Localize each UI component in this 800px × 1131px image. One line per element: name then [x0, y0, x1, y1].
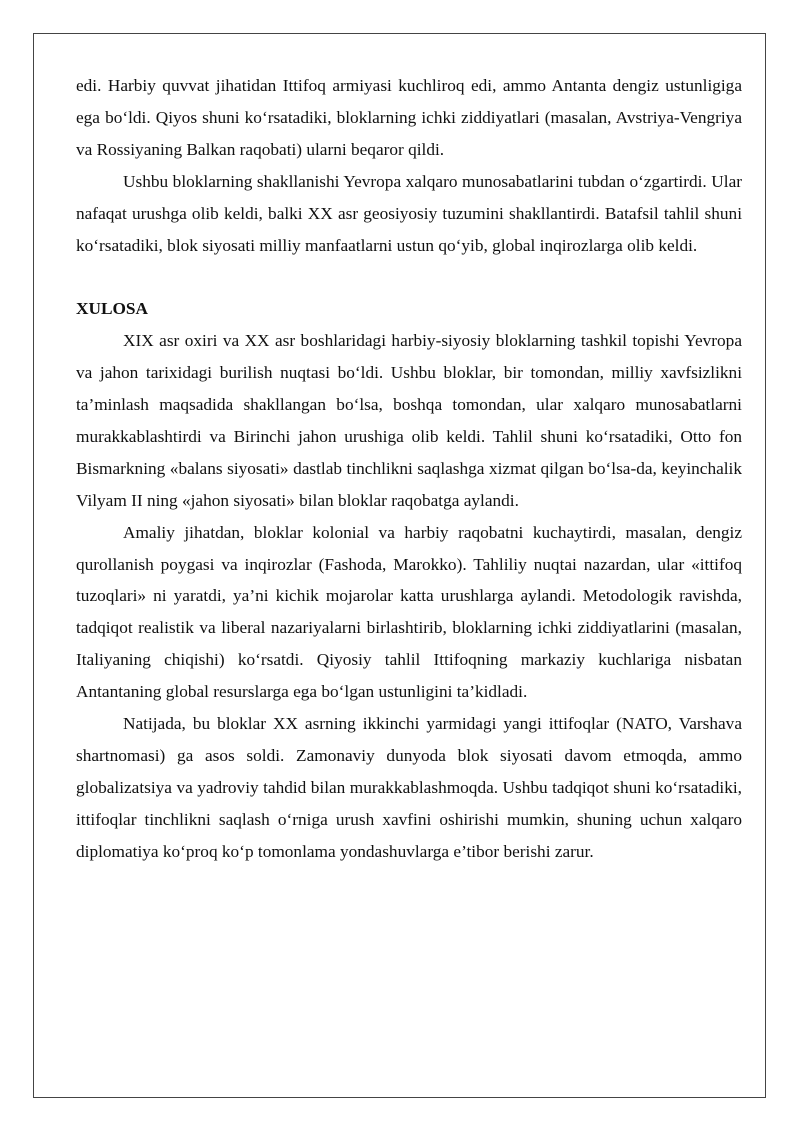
- section-heading: XULOSA: [76, 299, 149, 319]
- paragraph-bloc-formation: Ushbu bloklarning shakllanishi Yevropa xalqaro munosabatlarini tubdan o‘zgartirdi. Ular nafaqat urushga olib keldi, balki XX asr geosiyosiy tuzumini shakllantirdi. Batafsil tahlil shuni ko‘rsatadiki, blok siyosati milliy manfaatlarni ustun qo‘yib, global inqirozlarga olib keldi.: [76, 171, 742, 255]
- paragraph-practical-aspects: Amaliy jihatdan, bloklar kolonial va harbiy raqobatni kuchaytirdi, masalan, dengiz qurollanish poygasi va inqirozlar (Fashoda, Marokko). Tahliliy nuqtai nazardan, ular «ittifoq tuzoqlari» ni yaratdi, ya’ni kichik mojarolar katta urushlarga aylandi. Metodologik ravishda, tadqiqot realistik va liberal nazariyalarni birlashtirib, bloklarning ichki ziddiyatlarini (masalan, Italiyaning chiqishi) ko‘rsatdi. Qiyosiy tahlil Ittifoqning markaziy kuchlariga nisbatan Antantaning global resurslarga ega bo‘lgan ustunligini ta’kidladi.: [76, 522, 742, 702]
- paragraph-continuation: edi. Harbiy quvvat jihatidan Ittifoq armiyasi kuchliroq edi, ammo Antanta dengiz ustunligiga ega bo‘ldi. Qiyos shuni ko‘rsatadiki, bloklarning ichki ziddiyatlari (masalan, Avstriya-Vengriya va Rossiyaning Balkan raqobati) ularni beqaror qildi.: [76, 76, 742, 159]
- paragraph-conclusion-intro: XIX asr oxiri va XX asr boshlaridagi harbiy-siyosiy bloklarning tashkil topishi Yevropa va jahon tarixidagi burilish nuqtasi bo‘ldi. Ushbu bloklar, bir tomondan, milliy xavfsizlikni ta’minlash maqsadida shakllangan bo‘lsa, boshqa tomondan, ular xalqaro munosabatlarni murakkablashtirdi va Birinchi jahon urushiga olib keldi. Tahlil shuni ko‘rsatadiki, Otto fon Bismarkning «balans siyosati» dastlab tinchlikni saqlashga xizmat qilgan bo‘lsa-da, keyinchalik Vilyam II ning «jahon siyosati» bilan bloklar raqobatga aylandi.: [76, 331, 742, 510]
- document-body: [76, 70, 742, 868]
- section-spacer: [76, 261, 742, 293]
- paragraph-results: Natijada, bu bloklar XX asrning ikkinchi yarmidagi yangi ittifoqlar (NATO, Varshava shartnomasi) ga asos soldi. Zamonaviy dunyoda blok siyosati davom etmoqda, ammo globalizatsiya va yadroviy tahdid bilan murakkablashmoqda. Ushbu tadqiqot shuni ko‘rsatadiki, ittifoqlar tinchlikni saqlash o‘rniga urush xavfini oshirishi mumkin, shuning uchun xalqaro diplomatiya ko‘proq ko‘p tomonlama yondashuvlarga e’tibor berishi zarur.: [76, 714, 742, 861]
